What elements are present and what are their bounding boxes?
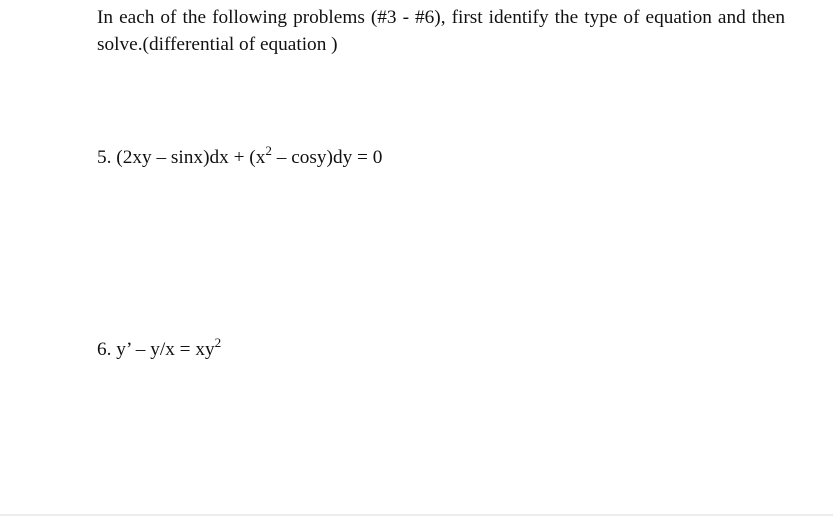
instructions-paragraph: In each of the following problems (#3 - #6), first identify the type of equation and then solve.(differential of equation ) [97,7,785,55]
problem-number: 6. [97,339,112,360]
exponent: 2 [265,142,272,158]
equation-part: (2xy – sinx)dx + (x [116,147,266,168]
equation-part: y’ – y/x = xy [116,339,215,360]
problem-6 [97,334,222,362]
exponent: 2 [214,334,222,350]
equation-part: – cosy)dy = 0 [271,147,383,168]
problem-number: 5. [97,147,112,168]
problem-5 [97,142,383,170]
